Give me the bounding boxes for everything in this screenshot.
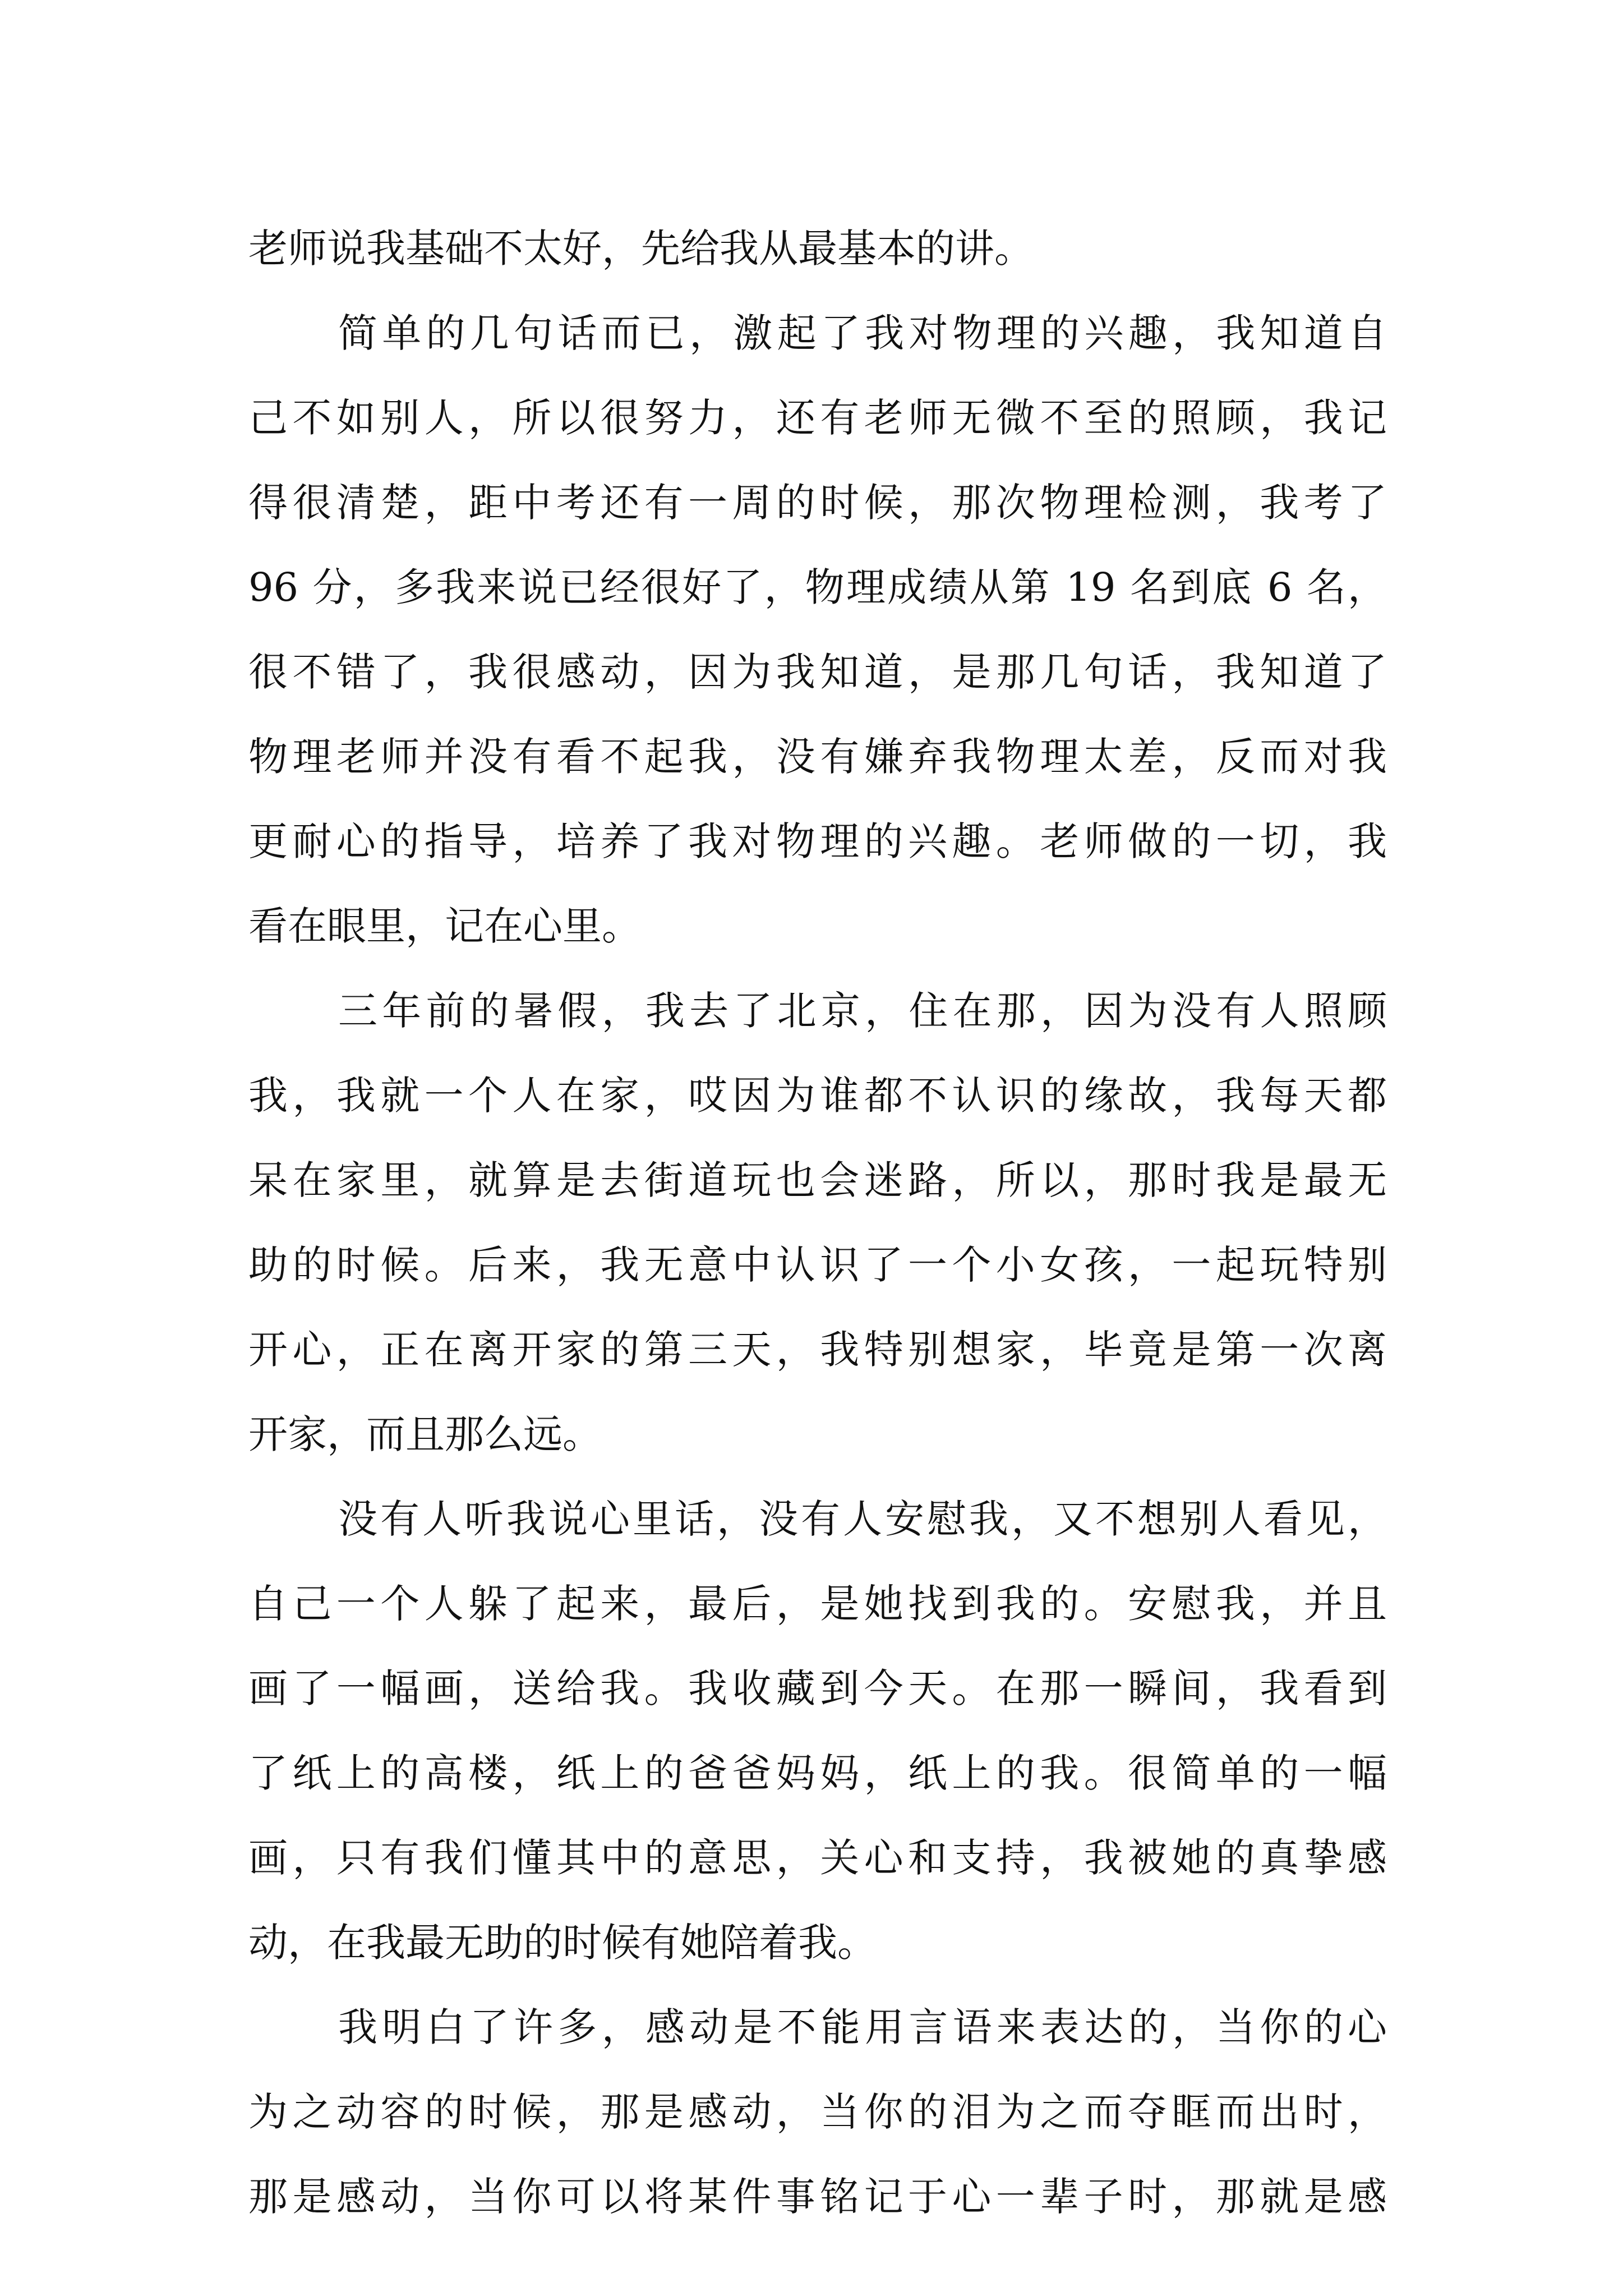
text-line: 得很清楚，距中考还有一周的时候，那次物理检测，我考了 xyxy=(248,480,1387,526)
text-line: 更耐心的指导，培养了我对物理的兴趣。老师做的一切，我 xyxy=(248,818,1387,864)
text-line: 开家，而且那么远。 xyxy=(248,1411,602,1457)
text-line: 很不错了，我很感动，因为我知道，是那几句话，我知道了 xyxy=(248,649,1387,695)
text-line: 我，我就一个人在家，哎因为谁都不认识的缘故，我每天都 xyxy=(248,1073,1387,1119)
text-line: 那是感动，当你可以将某件事铭记于心一辈子时，那就是感 xyxy=(248,2174,1387,2220)
text-line: 看在眼里，记在心里。 xyxy=(248,903,641,949)
text-line: 自己一个人躲了起来，最后，是她找到我的。安慰我，并且 xyxy=(248,1581,1387,1627)
text-line: 己不如别人，所以很努力，还有老师无微不至的照顾，我记 xyxy=(248,395,1387,441)
text-line: 老师说我基础不太好，先给我从最基本的讲。 xyxy=(248,226,1034,272)
text-line: 我明白了许多，感动是不能用言语来表达的，当你的心 xyxy=(338,2004,1387,2050)
text-line: 画了一幅画，送给我。我收藏到今天。在那一瞬间，我看到 xyxy=(248,1665,1387,1711)
text-line: 开心，正在离开家的第三天，我特别想家，毕竟是第一次离 xyxy=(248,1327,1387,1373)
text-line: 没有人听我说心里话，没有人安慰我，又不想别人看见， xyxy=(338,1496,1387,1542)
text-line: 了纸上的高楼，纸上的爸爸妈妈，纸上的我。很简单的一幅 xyxy=(248,1750,1387,1796)
text-line: 画，只有我们懂其中的意思，关心和支持，我被她的真挚感 xyxy=(248,1835,1387,1881)
text-line: 物理老师并没有看不起我，没有嫌弃我物理太差，反而对我 xyxy=(248,734,1387,780)
text-line: 96 分，多我来说已经很好了，物理成绩从第 19 名到底 6 名， xyxy=(248,564,1387,610)
text-line: 动，在我最无助的时候有她陪着我。 xyxy=(248,1920,877,1966)
text-line: 呆在家里，就算是去街道玩也会迷路，所以，那时我是最无 xyxy=(248,1157,1387,1203)
text-line: 为之动容的时候，那是感动，当你的泪为之而夺眶而出时， xyxy=(248,2089,1387,2135)
text-line: 助的时候。后来，我无意中认识了一个小女孩，一起玩特别 xyxy=(248,1242,1387,1288)
text-line: 三年前的暑假，我去了北京，住在那，因为没有人照顾 xyxy=(338,988,1387,1034)
text-line: 简单的几句话而已，激起了我对物理的兴趣，我知道自 xyxy=(338,310,1387,356)
